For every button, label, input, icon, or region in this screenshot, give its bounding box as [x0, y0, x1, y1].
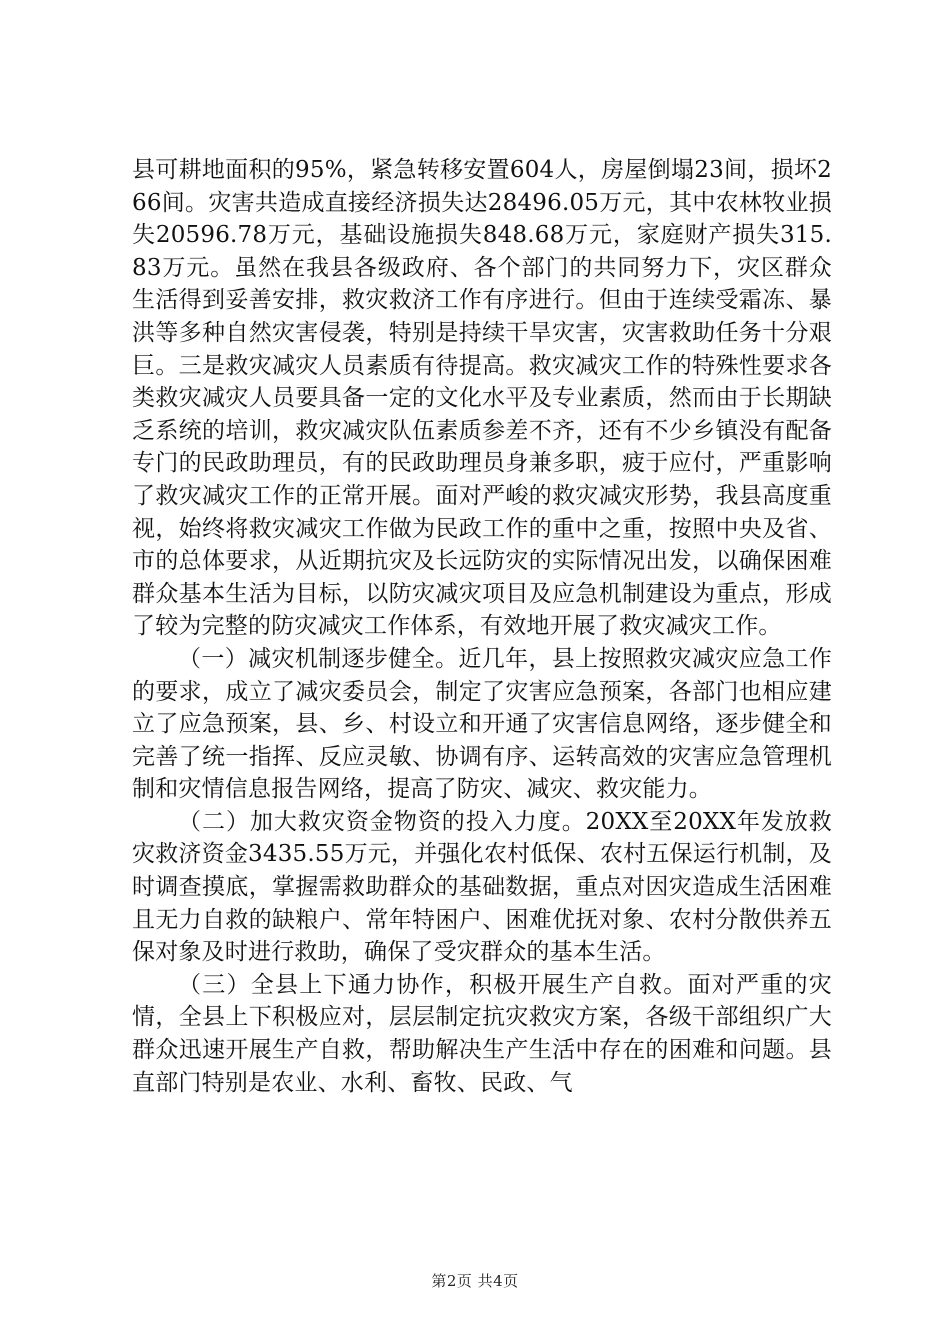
paragraph-section-3: （三）全县上下通力协作，积极开展生产自救。面对严重的灾情，全县上下积极应对，层层制定抗灾救灾方案，各级干部组织广大群众迅速开展生产自救，帮助解决生产生活中存在的困难和问题。县直部门特别是农业、水利、畜牧、民政、气: [132, 971, 832, 1096]
page-number-footer: 第2页 共4页: [431, 1272, 519, 1290]
paragraph-continued: 县可耕地面积的95%，紧急转移安置604人，房屋倒塌23间，损坏266间。灾害共造成直接经济损失达28496.05万元，其中农林牧业损失20596.78万元，基础设施损失848.68万元，家庭财产损失315.83万元。虽然在我县各级政府、各个部门的共同努力下，灾区群众生活得到妥善安排，救灾救济工作有序进行。但由于连续受霜冻、暴洪等多种自然灾害侵袭，特别是持续干旱灾害，灾害救助任务十分艰巨。三是救灾减灾人员素质有待提高。救灾减灾工作的特殊性要求各类救灾减灾人员要具备一定的文化水平及专业素质，然而由于长期缺乏系统的培训，救灾减灾队伍素质参差不齐，还有不少乡镇没有配备专门的民政助理员，有的民政助理员身兼多职，疲于应付，严重影响了救灾减灾工作的正常开展。面对严峻的救灾减灾形势，我县高度重视，始终将救灾减灾工作做为民政工作的重中之重，按照中央及省、市的总体要求，从近期抗灾及长远防灾的实际情况出发，以确保困难群众基本生活为目标，以防灾减灾项目及应急机制建设为重点，形成了较为完整的防灾减灾工作体系，有效地开展了救灾减灾工作。: [132, 157, 832, 640]
document-body: [132, 154, 832, 1099]
paragraph-section-2: （二）加大救灾资金物资的投入力度。20XX至20XX年发放救灾救济资金3435.55万元，并强化农村低保、农村五保运行机制，及时调查摸底，掌握需救助群众的基础数据，重点对因灾造成生活困难且无力自救的缺粮户、常年特困户、困难优抚对象、农村分散供养五保对象及时进行救助，确保了受灾群众的基本生活。: [132, 808, 832, 966]
paragraph-section-1: （一）减灾机制逐步健全。近几年，县上按照救灾减灾应急工作的要求，成立了减灾委员会，制定了灾害应急预案，各部门也相应建立了应急预案，县、乡、村设立和开通了灾害信息网络，逐步健全和完善了统一指挥、反应灵敏、协调有序、运转高效的灾害应急管理机制和灾情信息报告网络，提高了防灾、减灾、救灾能力。: [132, 645, 832, 803]
